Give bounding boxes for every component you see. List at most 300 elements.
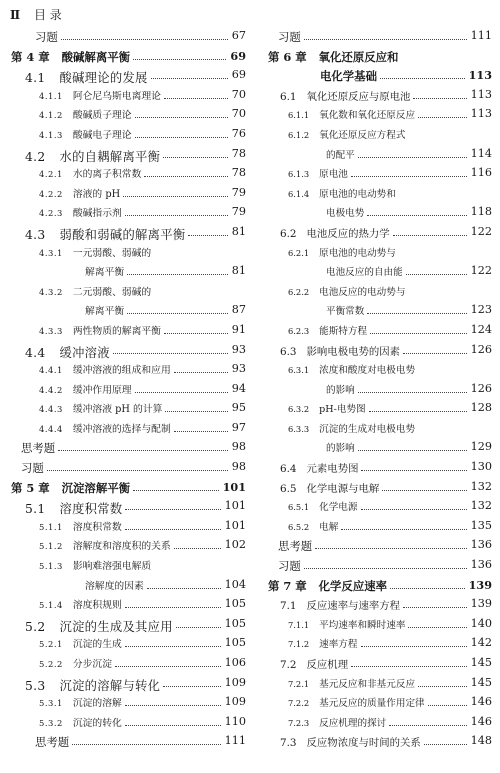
toc-entry <box>268 634 492 654</box>
toc-entry <box>11 321 246 341</box>
toc-entry-title: 沉淀的生成 <box>72 639 122 651</box>
toc-entry-title: 阿仑尼乌斯电离理论 <box>72 90 161 102</box>
toc-leader-dots <box>47 460 228 471</box>
toc-entry-text <box>35 29 58 45</box>
toc-entry-number: 6.1.2 <box>288 129 310 140</box>
toc-entry <box>11 184 246 204</box>
toc-entry <box>11 517 246 537</box>
toc-entry-text <box>288 323 367 337</box>
toc-leader-dots <box>382 480 466 491</box>
toc-leader-dots <box>389 715 466 726</box>
toc-page-number: 101 <box>224 518 246 532</box>
toc-entry-number: 7.2 <box>280 659 297 671</box>
toc-entry-number: 4.3 <box>25 227 46 242</box>
toc-column-left <box>11 27 246 752</box>
toc-entry-text <box>280 460 358 475</box>
toc-entry-text <box>39 127 132 141</box>
toc-entry-title: 习题 <box>35 30 58 44</box>
toc-entry-text <box>320 68 377 84</box>
toc-entry-number: 4.4.2 <box>39 384 63 395</box>
toc-entry-text <box>280 480 379 495</box>
toc-entry-text <box>288 636 358 650</box>
toc-page-number: 98 <box>231 440 246 454</box>
toc-entry <box>11 458 246 478</box>
toc-leader-dots <box>351 656 467 667</box>
toc-entry-title: 氧化还原反应与原电池 <box>306 90 411 103</box>
toc-leader-dots <box>413 88 466 99</box>
toc-leader-dots <box>72 734 220 745</box>
toc-entry <box>268 438 492 458</box>
toc-entry <box>268 732 492 752</box>
toc-entry-title: 溶液的 pH <box>72 188 121 200</box>
toc-page-number: 69 <box>231 68 246 82</box>
toc-leader-dots <box>144 166 227 177</box>
toc-entry-title: 习题 <box>21 461 44 476</box>
toc-entry-text <box>280 88 410 103</box>
toc-entry-title: 化学电源与电解 <box>306 482 380 495</box>
toc-entry-text <box>21 440 55 456</box>
toc-entry <box>11 438 246 458</box>
toc-page-number: 146 <box>470 695 492 709</box>
toc-leader-dots <box>163 147 228 158</box>
toc-entry-title: 反应速率与速率方程 <box>306 600 401 613</box>
toc-entry-number: 5.1.4 <box>39 600 63 611</box>
toc-entry-text <box>39 107 132 121</box>
toc-entry-title: 水的自耦解离平衡 <box>59 149 161 164</box>
toc-entry-text <box>288 245 396 259</box>
toc-entry-title: 影响难溶强电解质 <box>72 561 152 573</box>
toc-entry-text <box>39 636 122 650</box>
toc-leader-dots <box>133 49 226 60</box>
toc-page-number: 105 <box>224 597 246 611</box>
toc-entry-title: 缓冲作用原理 <box>72 384 132 396</box>
toc-entry-text <box>39 597 122 611</box>
toc-entry-title: 溶解度的因素 <box>85 580 144 592</box>
toc-entry-title: 电化学基础 <box>320 69 377 84</box>
toc-entry <box>11 713 246 733</box>
toc-entry-number: 6.4 <box>280 463 297 476</box>
toc-entry <box>11 419 246 439</box>
toc-entry <box>268 66 492 86</box>
toc-entry-number: 5.2 <box>25 619 46 634</box>
toc-entry-number: 4.4.1 <box>39 365 63 376</box>
toc-entry <box>11 66 246 86</box>
toc-entry <box>11 674 246 694</box>
toc-leader-dots <box>163 676 220 687</box>
toc-page-number: 102 <box>224 538 246 552</box>
toc-leader-dots <box>358 382 467 393</box>
toc-page-number: 122 <box>470 264 492 278</box>
toc-entry-text <box>288 715 386 729</box>
toc-entry-number: 第 5 章 <box>11 480 50 495</box>
toc-entry-title: 溶度积规则 <box>72 600 122 612</box>
toc-entry-text <box>11 480 130 496</box>
toc-entry-number: 4.1.1 <box>39 90 63 101</box>
toc-entry-number: 5.1 <box>25 502 46 517</box>
toc-entry-number: 4.1.3 <box>39 129 63 140</box>
toc-entry-title: 解离平衡 <box>85 306 125 318</box>
toc-entry-text <box>25 676 160 694</box>
toc-entry <box>11 478 246 498</box>
toc-leader-dots <box>125 695 221 706</box>
toc-entry <box>268 576 492 596</box>
toc-page-number: 140 <box>470 616 492 630</box>
toc-entry-text <box>288 127 405 141</box>
toc-leader-dots <box>133 480 219 491</box>
toc-entry <box>268 654 492 674</box>
toc-entry-text <box>39 538 171 552</box>
toc-entry-title: 解离平衡 <box>85 267 125 279</box>
toc-page-number: 113 <box>468 68 492 83</box>
toc-entry <box>11 497 246 517</box>
toc-page-number: 126 <box>470 342 492 356</box>
toc-entry-title: 缓冲溶液 pH 的计算 <box>72 404 163 416</box>
toc-entry <box>11 634 246 654</box>
toc-page-number: 116 <box>470 166 492 180</box>
toc-page-number: 79 <box>231 185 246 199</box>
toc-page-number: 101 <box>224 499 246 513</box>
toc-page-number: 78 <box>231 166 246 180</box>
toc-entry <box>268 184 492 204</box>
toc-entry-number: 5.1.1 <box>39 521 63 532</box>
toc-entry-number: 6.1.1 <box>288 110 310 121</box>
toc-entry-text <box>25 499 122 517</box>
toc-leader-dots <box>361 636 467 647</box>
toc-leader-dots <box>113 343 228 354</box>
toc-entry-text <box>268 49 398 65</box>
toc-entry-text <box>25 343 110 361</box>
toc-entry <box>11 27 246 47</box>
toc-leader-dots <box>351 166 467 177</box>
toc-entry-number: 7.2.2 <box>288 698 310 709</box>
toc-entry <box>268 458 492 478</box>
toc-entry-title: 速率方程 <box>319 639 358 651</box>
toc-entry-title: 溶解度和溶度积的关系 <box>72 541 171 553</box>
toc-leader-dots <box>358 440 467 451</box>
toc-page-number: 67 <box>231 29 246 42</box>
toc-leader-dots <box>367 303 466 314</box>
toc-leader-dots <box>403 343 467 354</box>
toc-page-number: 93 <box>231 362 246 376</box>
toc-page-number: 93 <box>231 342 246 356</box>
toc-entry-title: 溶度积常数 <box>59 502 123 517</box>
toc-entry-title: 沉淀的生成及其应用 <box>59 619 173 634</box>
toc-leader-dots <box>380 68 465 79</box>
toc-entry-text <box>39 401 162 415</box>
toc-entry-title: 反应机理的探讨 <box>319 717 387 729</box>
toc-entry-title: 沉淀的溶解 <box>72 698 122 710</box>
toc-entry-title: 思考题 <box>21 441 56 456</box>
toc-entry-title: 浓度和酸度对电极电势 <box>319 365 416 377</box>
toc-entry-number: 4.2.2 <box>39 188 63 199</box>
toc-entry <box>268 125 492 145</box>
toc-entry-title: 沉淀溶解平衡 <box>61 480 130 495</box>
toc-entry-text <box>85 578 144 592</box>
toc-page-number: 113 <box>470 87 492 101</box>
toc-entry-number: 5.2.1 <box>39 639 63 650</box>
toc-entry <box>268 713 492 733</box>
toc-entry-number: 4.3.2 <box>39 286 63 297</box>
toc-entry-text <box>288 617 405 631</box>
toc-entry <box>268 223 492 243</box>
toc-entry-text <box>39 519 122 533</box>
toc-entry <box>11 223 246 243</box>
toc-entry <box>268 615 492 635</box>
toc-page-number: 79 <box>231 205 246 219</box>
toc-leader-dots <box>403 597 467 608</box>
toc-entry-number: 4.2.1 <box>39 169 63 180</box>
toc-page-number: 129 <box>470 440 492 454</box>
toc-entry-number: 7.1.1 <box>288 619 310 630</box>
toc-entry <box>11 595 246 615</box>
toc-entry-text <box>39 382 132 396</box>
toc-page-number: 87 <box>231 303 246 317</box>
toc-leader-dots <box>174 538 221 549</box>
toc-entry-text <box>278 538 312 554</box>
toc-page-number: 124 <box>470 322 492 336</box>
toc-entry-text <box>39 166 141 180</box>
toc-entry-title: 平衡常数 <box>326 306 365 318</box>
toc-leader-dots <box>390 578 465 589</box>
toc-entry-number: 4.4.3 <box>39 404 63 415</box>
toc-entry-title: 思考题 <box>278 539 313 554</box>
toc-entry <box>268 399 492 419</box>
toc-entry <box>268 27 492 47</box>
toc-leader-dots <box>164 323 228 334</box>
toc-entry-text <box>288 695 425 709</box>
toc-entry-text <box>280 656 348 671</box>
toc-entry-title: 能斯特方程 <box>319 325 368 337</box>
toc-page-number: 139 <box>470 597 492 611</box>
toc-entry-text <box>326 303 364 317</box>
toc-entry-title: 酸碱理论的发展 <box>59 71 148 86</box>
toc-entry <box>11 360 246 380</box>
toc-page-number: 91 <box>231 322 246 336</box>
toc-entry-number: 第 6 章 <box>268 49 307 64</box>
toc-entry-number: 6.2 <box>280 227 297 240</box>
toc-entry-title: 缓冲溶液的选择与配制 <box>72 423 171 435</box>
toc-entry-text <box>25 617 173 635</box>
toc-entry-number: 4.2 <box>25 149 46 164</box>
toc-page-number: 122 <box>470 224 492 238</box>
toc-leader-dots <box>358 147 467 158</box>
toc-leader-dots <box>176 617 221 628</box>
toc-entry-text <box>39 323 161 337</box>
toc-entry <box>268 497 492 517</box>
toc-entry-title: 电池反应的自由能 <box>326 267 403 279</box>
toc-leader-dots <box>135 127 228 138</box>
toc-leader-dots <box>304 558 467 569</box>
toc-entry-number: 5.1.3 <box>39 561 63 572</box>
toc-entry-number: 4.3.1 <box>39 247 63 258</box>
toc-entry-number: 4.2.3 <box>39 208 63 219</box>
toc-entry-text <box>288 519 338 533</box>
toc-entry-title: 化学反应速率 <box>318 578 387 593</box>
toc-page-number: 128 <box>470 401 492 415</box>
toc-entry-text <box>326 264 403 278</box>
toc-leader-dots <box>125 205 228 216</box>
toc-entry-text <box>39 695 122 709</box>
toc-entry-text <box>39 284 151 298</box>
toc-entry-title: 缓冲溶液的组成和应用 <box>72 365 171 377</box>
toc-entry-number: 5.3.1 <box>39 698 63 709</box>
toc-page-number: 104 <box>224 577 246 591</box>
toc-entry <box>11 282 246 302</box>
toc-page-number: 136 <box>470 558 492 572</box>
toc-entry-text <box>85 264 124 278</box>
toc-entry-title: 影响电极电势的因素 <box>306 345 401 358</box>
toc-entry-title: 沉淀的溶解与转化 <box>59 678 161 693</box>
toc-entry <box>11 145 246 165</box>
toc-leader-dots <box>135 382 228 393</box>
toc-leader-dots <box>125 519 221 530</box>
toc-entry-number: 6.2.1 <box>288 247 310 258</box>
toc-page-number: 95 <box>231 401 246 415</box>
toc-entry <box>268 595 492 615</box>
toc-entry-number: 4.1.2 <box>39 110 63 121</box>
toc-entry <box>268 321 492 341</box>
toc-page-number: 81 <box>231 264 246 278</box>
toc-page-number: 70 <box>231 87 246 101</box>
toc-entry-title: 思考题 <box>35 735 70 750</box>
toc-entry <box>268 419 492 439</box>
toc-entry <box>268 145 492 165</box>
toc-entry <box>268 243 492 263</box>
toc-leader-dots <box>125 636 221 647</box>
toc-leader-dots <box>147 578 221 589</box>
toc-page-number: 98 <box>231 460 246 474</box>
toc-leader-dots <box>58 440 228 451</box>
toc-entry <box>268 164 492 184</box>
toc-entry-title: 缓冲溶液 <box>59 345 110 360</box>
toc-page-number: 114 <box>470 146 492 160</box>
page-header <box>10 6 62 23</box>
toc-entry-text <box>288 676 415 690</box>
toc-entry-number: 6.3.3 <box>288 423 310 434</box>
toc-entry-title: 元素电势图 <box>306 463 359 476</box>
toc-entry-title: 电池反应的热力学 <box>306 227 390 240</box>
toc-entry-text <box>39 715 122 729</box>
toc-entry-title: 电池反应的电动势与 <box>319 286 406 298</box>
toc-entry-text <box>288 401 366 415</box>
toc-entry-text <box>280 343 400 358</box>
toc-entry <box>11 301 246 321</box>
toc-page-number: 130 <box>470 460 492 474</box>
toc-entry-text <box>11 49 130 65</box>
toc-entry <box>11 243 246 263</box>
toc-entry-title: 氧化还原反应和 <box>318 49 399 64</box>
toc-entry <box>268 341 492 361</box>
toc-leader-dots <box>393 225 467 236</box>
toc-entry <box>11 732 246 752</box>
toc-entry-number: 5.1.2 <box>39 541 63 552</box>
toc-entry-number: 6.3.2 <box>288 404 310 415</box>
toc-entry-number: 6.2.2 <box>288 286 310 297</box>
toc-entry-number: 第 7 章 <box>268 578 307 593</box>
toc-leader-dots <box>125 597 221 608</box>
toc-entry-text <box>39 558 151 572</box>
toc-entry-text <box>326 440 355 454</box>
toc-entry-text <box>278 29 301 45</box>
toc-entry <box>268 262 492 282</box>
toc-entry-text <box>288 421 415 435</box>
toc-page-number: 123 <box>470 303 492 317</box>
toc-entry <box>11 693 246 713</box>
toc-entry-number: 4.1 <box>25 71 46 86</box>
toc-page-number: 81 <box>231 224 246 238</box>
toc-entry-number: 5.3 <box>25 678 46 693</box>
toc-entry <box>11 556 246 576</box>
toc-entry-title: 反应机理 <box>306 659 349 671</box>
toc-entry-text <box>288 107 415 121</box>
toc-entry-text <box>280 734 421 749</box>
toc-entry-title: 的影响 <box>326 443 355 455</box>
toc-leader-dots <box>164 88 228 99</box>
toc-column-right <box>268 27 492 752</box>
toc-entry-text <box>39 186 120 200</box>
toc-leader-dots <box>304 29 467 40</box>
toc-entry-number: 6.3 <box>280 345 297 358</box>
toc-entry-text <box>326 205 364 219</box>
toc-page-number: 105 <box>224 616 246 630</box>
toc-page-number: 94 <box>231 381 246 395</box>
toc-leader-dots <box>125 499 220 510</box>
toc-leader-dots <box>408 617 466 628</box>
toc-entry <box>11 125 246 145</box>
toc-leader-dots <box>406 264 467 275</box>
toc-leader-dots <box>361 460 466 471</box>
toc-entry <box>268 517 492 537</box>
toc-entry-title: pH-电势图 <box>319 404 366 416</box>
toc-page-number: 76 <box>231 126 246 140</box>
toc-leader-dots <box>115 656 221 667</box>
toc-entry-title: 一元弱酸、弱碱的 <box>72 247 152 259</box>
page-number-roman: Ⅱ <box>10 8 21 22</box>
toc-entry-title: 酸碱解离平衡 <box>61 49 130 64</box>
toc-entry-number: 6.1.4 <box>288 188 310 199</box>
toc-entry-number: 7.2.1 <box>288 678 310 689</box>
toc-leader-dots <box>315 538 466 549</box>
toc-page-number: 97 <box>231 420 246 434</box>
toc-entry-title: 酸碱电子理论 <box>72 129 132 141</box>
toc-entry-number: 4.4.4 <box>39 423 63 434</box>
toc-entry-text <box>35 734 69 750</box>
toc-entry <box>11 262 246 282</box>
toc-entry <box>11 164 246 184</box>
toc-page-number: 146 <box>470 714 492 728</box>
toc-page-number: 109 <box>224 675 246 689</box>
toc-page-number: 113 <box>470 107 492 121</box>
toc-entry-title: 基元反应和非基元反应 <box>319 678 416 690</box>
toc-page-number: 126 <box>470 381 492 395</box>
toc-entry-number: 第 4 章 <box>11 49 50 64</box>
toc-entry-title: 两性物质的解离平衡 <box>72 325 161 337</box>
toc-entry-title: 电极电势 <box>326 208 365 220</box>
toc-entry-text <box>21 460 44 476</box>
toc-entry <box>268 203 492 223</box>
toc-leader-dots <box>174 362 228 373</box>
toc-entry-title: 习题 <box>278 30 301 44</box>
toc-entry-text <box>85 303 124 317</box>
toc-page-number: 111 <box>470 29 492 42</box>
toc-leader-dots <box>123 186 228 197</box>
toc-page-number: 101 <box>222 479 246 494</box>
toc-leader-dots <box>341 519 466 530</box>
toc-page-number: 132 <box>470 499 492 513</box>
toc-entry-number: 4.4 <box>25 345 46 360</box>
toc-entry-number: 5.3.2 <box>39 717 63 728</box>
toc-entry <box>11 615 246 635</box>
